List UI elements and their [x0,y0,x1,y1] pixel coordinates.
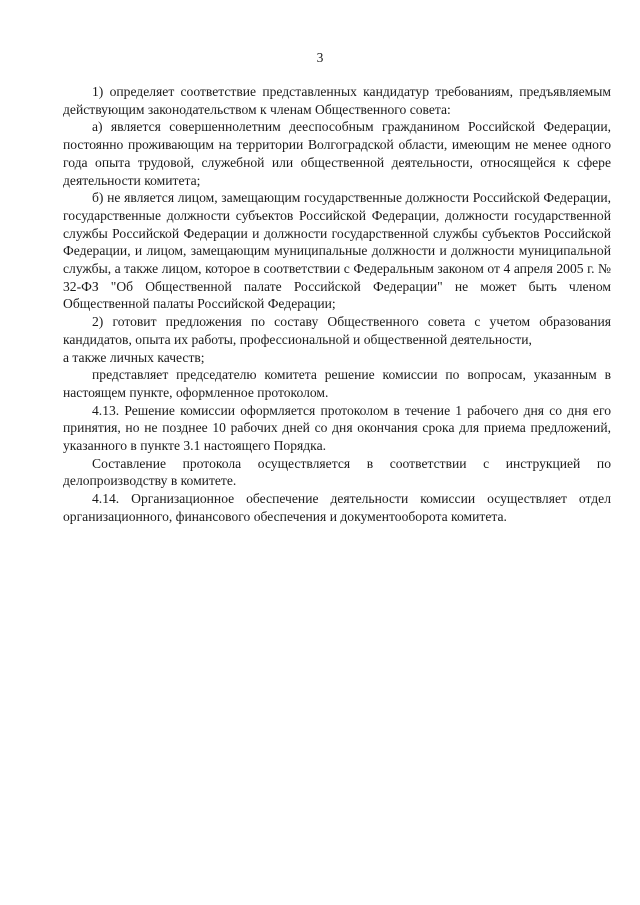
paragraph-1-criteria-check: 1) определяет соответствие представленных кандидатур требованиям, предъявляемым действующим законодательством к членам Общественного совета: [63,84,611,117]
paragraph-2-proposals: 2) готовит предложения по составу Общественного совета с учетом образования кандидатов, опыта их работы, профессиональной и общественной деятельности, [63,314,611,347]
paragraph-1b-not-official: б) не является лицом, замещающим государственные должности Российской Федерации, государственные должности субъектов Российской Федерации, должности государственной службы Российской Федерации и должности государственной службы субъектов Российской Федерации, и лицом, замещающим муниципальные должности и должности муниципальной службы, а также лицом, которое в соответствии с Федеральным законом от 4 апреля 2005 г. № 32-ФЗ "Об Общественной палате Российской Федерации" не может быть членом Общественной палаты Российской Федерации; [63,190,611,312]
document-body [63,83,611,526]
paragraph-protocol-drafting: Составление протокола осуществляется в соответствии с инструкцией по делопроизводству в комитете. [63,455,611,489]
paragraph-4-14-support: 4.14. Организационное обеспечение деятельности комиссии осуществляет отдел организационного, финансового обеспечения и документооборота комитета. [63,491,611,524]
paragraph-4-13-protocol: 4.13. Решение комиссии оформляется протоколом в течение 1 рабочего дня со дня его принятия, но не позднее 10 рабочих дней со дня окончания срока для приема предложений, указанного в пункте 3.1 настоящего Порядка. [63,402,611,454]
paragraph-presents-decision: представляет председателю комитета решение комиссии по вопросам, указанным в настоящем пункте, оформленное протоколом. [63,367,611,400]
paragraph-1a-adult-citizen: а) является совершеннолетним дееспособным гражданином Российской Федерации, постоянно проживающим на территории Волгоградской области, имеющим не менее одного года опыта трудовой, служебной или общественной деятельности, относящейся к сфере деятельности комитета; [63,119,611,188]
page-number: 3 [316,50,324,65]
paragraph-personal-qualities: а также личных качеств; [63,349,205,365]
